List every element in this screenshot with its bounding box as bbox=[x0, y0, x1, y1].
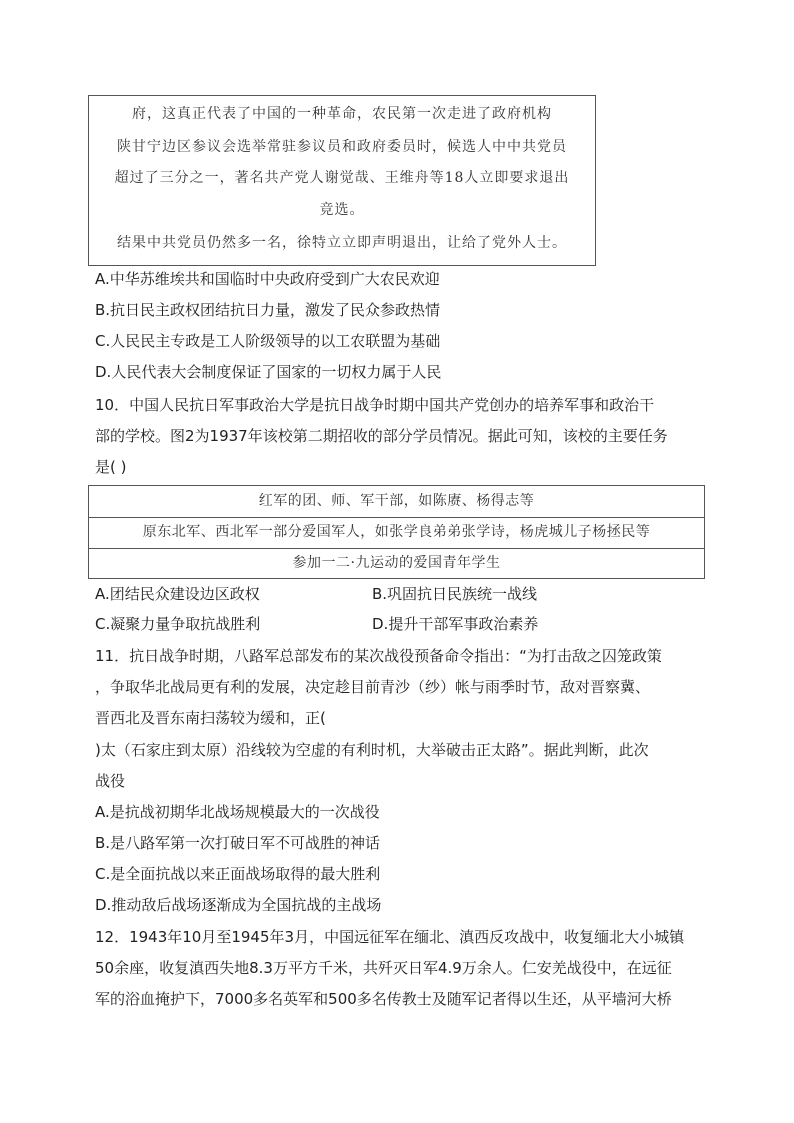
q10-stem-line: 部的学校。图2为1937年该校第二期招收的部分学员情况。据此可知，该校的主要任务 bbox=[95, 427, 668, 445]
q10-option-c: C.凝聚力量争取抗战胜利 bbox=[95, 615, 261, 633]
q10-option-a: A.团结民众建设边区政权 bbox=[95, 585, 260, 603]
quote-box bbox=[88, 95, 596, 266]
q11-option-c: C.是全面抗战以来正面战场取得的最大胜利 bbox=[95, 865, 381, 883]
q11-option-b: B.是八路军第一次打破日军不可战胜的神话 bbox=[95, 834, 381, 852]
q12-stem-line: 50余座，收复滇西失地8.3万平方千米，共歼灭日军4.9万余人。仁安羌战役中，在远征 bbox=[95, 959, 672, 977]
quote-line: 超过了三分之一，著名共产党人谢觉哉、王维舟等18人立即要求退出 bbox=[114, 170, 570, 186]
q11-stem-line: 战役 bbox=[95, 772, 126, 790]
q9-option-d: D.人民代表大会制度保证了国家的一切权力属于人民 bbox=[95, 363, 442, 381]
q11-stem-line: 11．抗日战争时期，八路军总部发布的某次战役预备命令指出：“为打击敌之囚笼政策 bbox=[95, 647, 662, 665]
quote-line: 结果中共党员仍然多一名，徐特立立即声明退出，让给了党外人士。 bbox=[117, 235, 567, 251]
q12-stem-line: 12．1943年10月至1945年3月，中国远征军在缅北、滇西反攻战中，收复缅北大小城镇 bbox=[95, 928, 685, 946]
q9-option-c: C.人民民主专政是工人阶级领导的以工农联盟为基础 bbox=[95, 332, 441, 350]
q9-option-a: A.中华苏维埃共和国临时中央政府受到广大农民欢迎 bbox=[95, 270, 440, 288]
q10-option-b: B.巩固抗日民族统一战线 bbox=[372, 585, 538, 603]
q10-stem-line: 是( ) bbox=[95, 458, 127, 476]
quote-line: 陕甘宁边区参议会选举常驻参议员和政府委员时，候选人中中共党员 bbox=[117, 139, 567, 155]
table-row: 原东北军、西北军一部分爱国军人，如张学良弟弟张学诗，杨虎城儿子杨拯民等 bbox=[89, 517, 704, 549]
student-table bbox=[88, 485, 705, 579]
quote-line: 竞选。 bbox=[319, 202, 365, 218]
table-row: 红军的团、师、军干部，如陈赓、杨得志等 bbox=[89, 486, 704, 518]
q10-option-d: D.提升干部军事政治素养 bbox=[372, 615, 539, 633]
q11-option-d: D.推动敌后战场逐渐成为全国抗战的主战场 bbox=[95, 896, 382, 914]
q11-stem-line: 晋西北及晋东南扫荡较为缓和，正( bbox=[95, 709, 326, 727]
q11-option-a: A.是抗战初期华北战场规模最大的一次战役 bbox=[95, 803, 380, 821]
table-row: 参加一二·九运动的爱国青年学生 bbox=[292, 555, 501, 571]
quote-line: 府，这真正代表了中国的一种革命，农民第一次走进了政府机构 bbox=[132, 106, 552, 122]
q12-stem-line: 军的浴血掩护下，7000多名英军和500多名传教士及随军记者得以生还，从平墙河大桥 bbox=[95, 990, 672, 1008]
q10-stem-line: 10．中国人民抗日军事政治大学是抗日战争时期中国共产党创办的培养军事和政治干 bbox=[95, 396, 655, 414]
q11-stem-line: )太（石家庄到太原）沿线较为空虚的有利时机，大举破击正太路”。据此判断，此次 bbox=[95, 741, 649, 759]
q11-stem-line: ，争取华北战局更有利的发展，决定趁目前青沙（纱）帐与雨季时节，敌对晋察冀、 bbox=[95, 678, 651, 696]
q9-option-b: B.抗日民主政权团结抗日力量，激发了民众参政热情 bbox=[95, 301, 441, 319]
